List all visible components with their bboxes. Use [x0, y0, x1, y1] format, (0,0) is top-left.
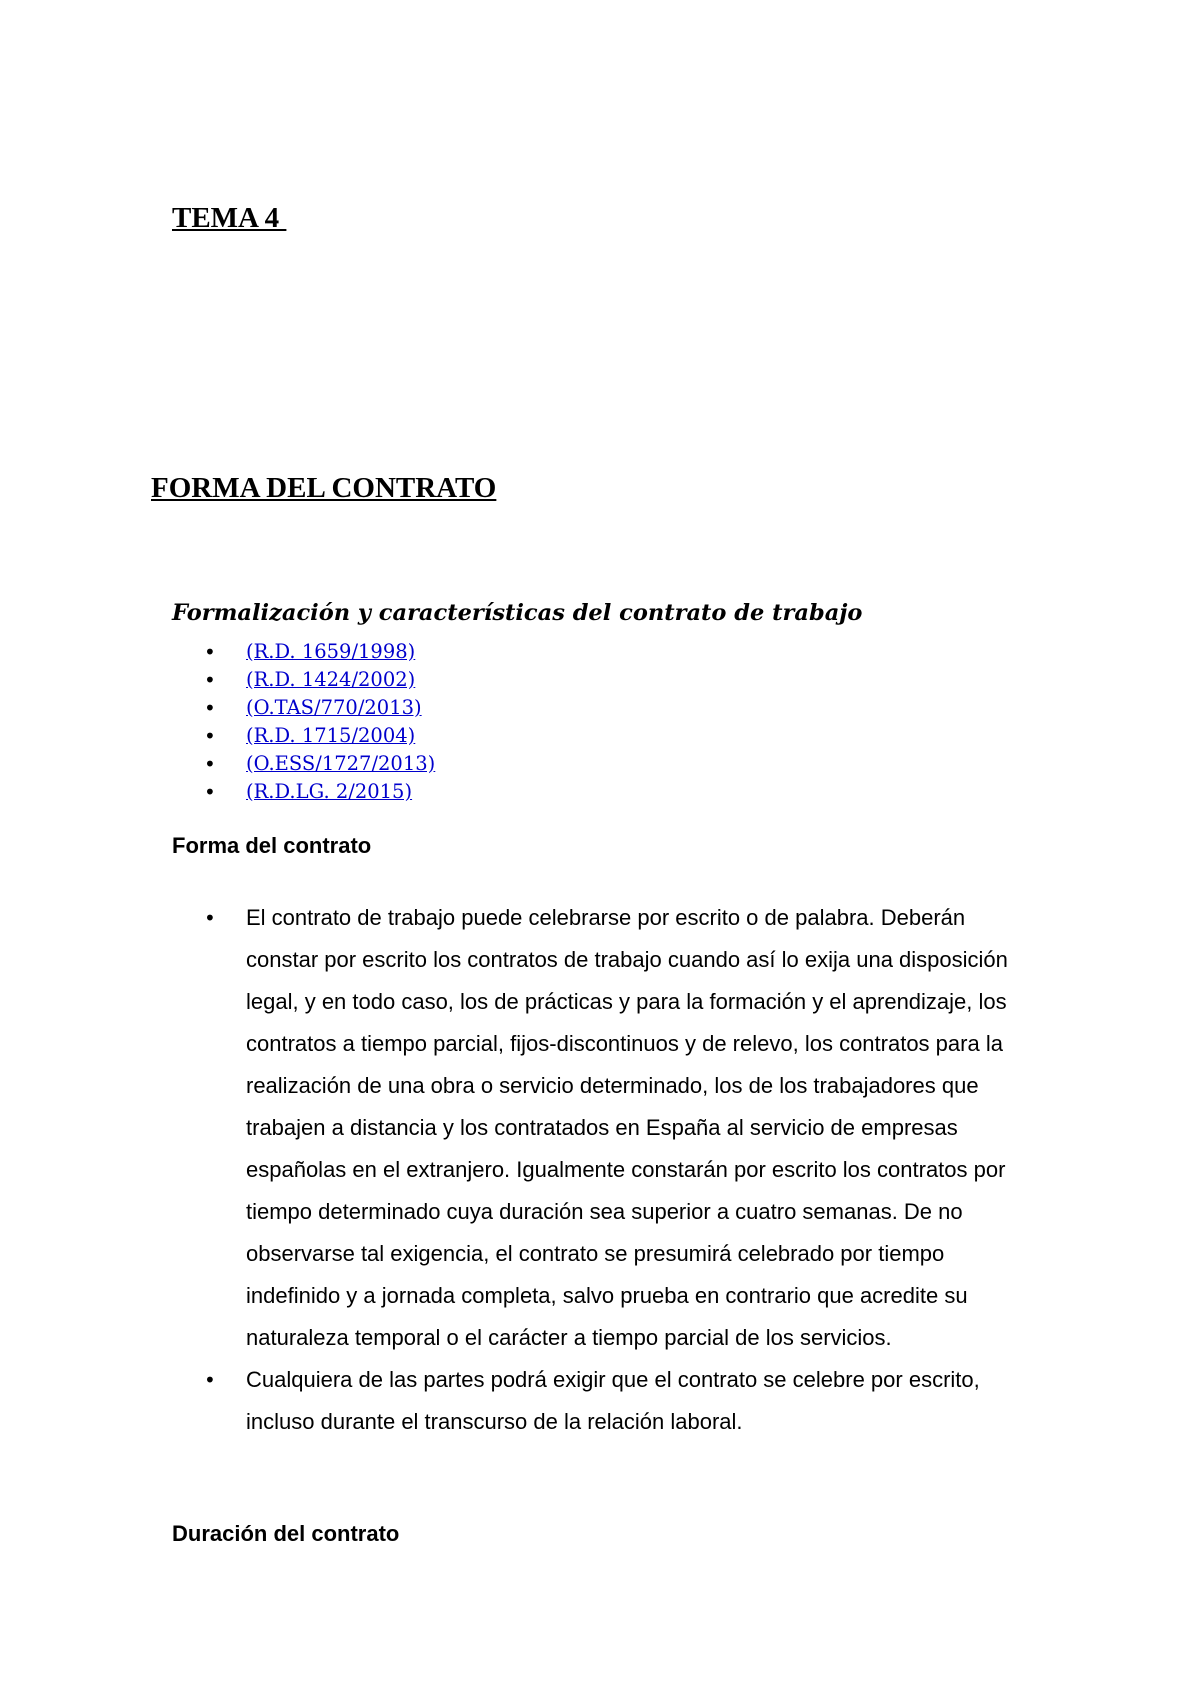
bullet-icon: • — [204, 668, 216, 692]
bullet-icon: • — [204, 724, 216, 748]
paragraph: El contrato de trabajo puede celebrarse por escrito o de palabra. Deberán constar por escrito los contratos de trabajo cuando así lo exija una disposición legal, y en todo caso, los de prácticas y para la formación y el aprendizaje, los contratos a tiempo parcial, fijos-discontinuos y de relevo, los contratos para la realización de una obra o servicio determinado, los de los trabajadores que trabajen a distancia y los contratados en España al servicio de empresas españolas en el extranjero. Igualmente constarán por escrito los contratos por tiempo determinado cuya duración sea superior a cuatro semanas. De no observarse tal exigencia, el contrato se presumirá celebrado por tiempo indefinido y a jornada completa, salvo prueba en contrario que acredite su naturaleza temporal o el carácter a tiempo parcial de los servicios. — [246, 905, 1008, 1350]
reference-list — [0, 638, 1200, 806]
reference-item — [0, 638, 1200, 666]
section-heading-duracion: Duración del contrato — [172, 1521, 400, 1546]
reference-link[interactable]: (O.ESS/1727/2013) — [246, 752, 436, 775]
reference-item — [0, 778, 1200, 806]
reference-link[interactable]: (R.D. 1424/2002) — [246, 668, 416, 691]
tema-heading: TEMA 4 — [172, 202, 287, 234]
reference-item — [0, 694, 1200, 722]
reference-link[interactable]: (O.TAS/770/2013) — [246, 696, 422, 719]
bullet-icon: • — [204, 906, 216, 930]
forma-bullet-list — [0, 897, 1200, 1443]
reference-link[interactable]: (R.D. 1659/1998) — [246, 640, 416, 663]
reference-link[interactable]: (R.D. 1715/2004) — [246, 724, 416, 747]
main-title: FORMA DEL CONTRATO — [151, 472, 497, 504]
reference-link[interactable]: (R.D.LG. 2/2015) — [246, 780, 413, 803]
bullet-icon: • — [204, 1368, 216, 1392]
subheading: Formalización y características del contrato de trabajo — [172, 600, 863, 626]
bullet-icon: • — [204, 696, 216, 720]
bullet-icon: • — [204, 640, 216, 664]
list-item — [0, 897, 1200, 1359]
bullet-icon: • — [204, 780, 216, 804]
reference-item — [0, 722, 1200, 750]
reference-item — [0, 750, 1200, 778]
list-item — [0, 1359, 1200, 1443]
paragraph: Cualquiera de las partes podrá exigir que el contrato se celebre por escrito, incluso durante el transcurso de la relación laboral. — [246, 1367, 980, 1434]
section-heading-forma: Forma del contrato — [172, 833, 372, 858]
bullet-icon: • — [204, 752, 216, 776]
reference-item — [0, 666, 1200, 694]
